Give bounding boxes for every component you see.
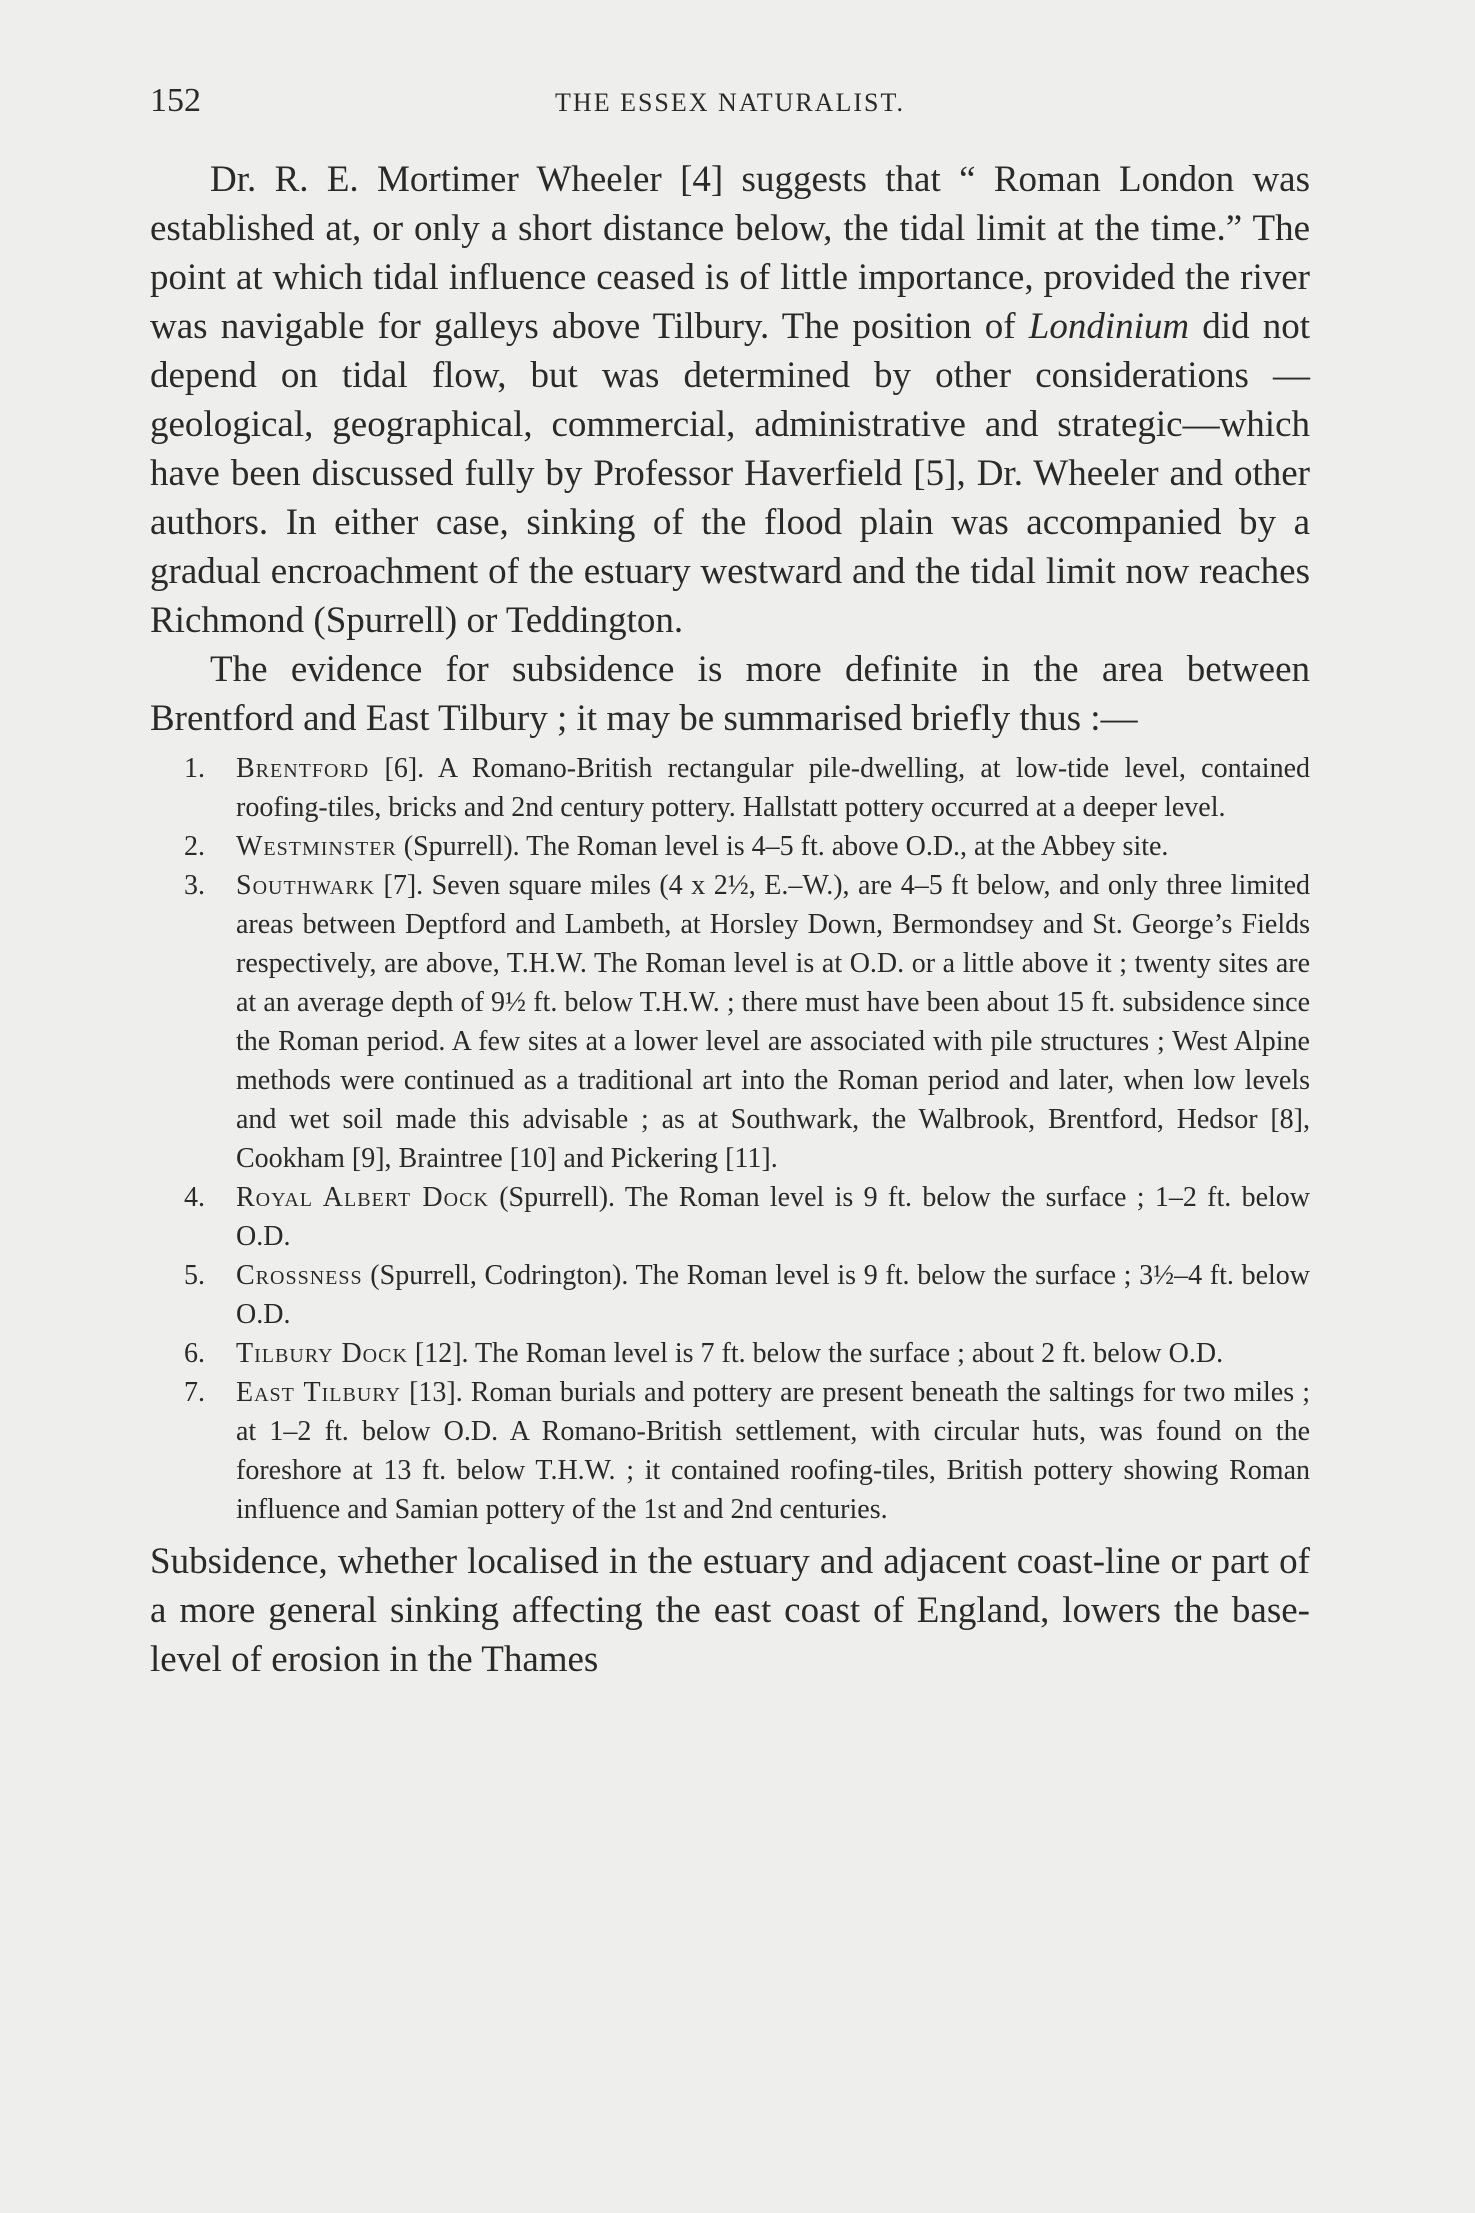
paragraph-text: The evidence for subsidence is more definite in the area between Brentford and East Tilbury ; it may be summarised briefly thus :— bbox=[150, 649, 1310, 739]
site-name: Royal Albert Dock bbox=[236, 1182, 489, 1213]
list-item bbox=[150, 827, 1310, 866]
italic-term: Londinium bbox=[1028, 306, 1190, 347]
running-title: THE ESSEX NATURALIST. bbox=[555, 88, 905, 117]
list-item-number: 1. bbox=[184, 753, 205, 784]
list-item bbox=[150, 749, 1310, 827]
list-item bbox=[150, 1178, 1310, 1256]
list-item-text: [7]. Seven square miles (4 x 2½, E.–W.), are 4–5 ft below, and only three limited areas between Deptford and Lambeth, at Horsley Down, Bermondsey and St. George’s Fields respectively, are above, T.H.W. The Roman level is at O.D. or a little above it ; twenty sites are at an average depth of 9½ ft. below T.H.W. ; there must have been about 15 ft. subsidence since the Roman period. A few sites at a lower level are associated with pile structures ; West Alpine methods were continued as a traditional art into the Roman period and later, when low levels and wet soil made this advisable ; as at Southwark, the Walbrook, Brentford, Hedsor [8], Cookham [9], Braintree [10] and Pickering [11]. bbox=[236, 870, 1310, 1174]
list-item bbox=[150, 866, 1310, 1178]
list-item-number: 4. bbox=[184, 1182, 205, 1213]
list-item-text: (Spurrell, Codrington). The Roman level is 9 ft. below the surface ; 3½–4 ft. below O.D. bbox=[236, 1260, 1310, 1330]
page-header bbox=[150, 82, 1310, 122]
site-name: Crossness bbox=[236, 1260, 363, 1291]
list-item-text: (Spurrell). The Roman level is 9 ft. below the surface ; 1–2 ft. below O.D. bbox=[236, 1182, 1310, 1252]
list-item-number: 7. bbox=[184, 1377, 205, 1408]
list-item-number: 2. bbox=[184, 831, 205, 862]
list-item bbox=[150, 1373, 1310, 1529]
list-item-text: [6]. A Romano-British rectangular pile-dwelling, at low-tide level, contained roofing-tiles, bricks and 2nd century pottery. Hallstatt pottery occurred at a deeper level. bbox=[236, 753, 1310, 823]
list-item-number: 5. bbox=[184, 1260, 205, 1291]
page-body bbox=[150, 155, 1310, 1721]
evidence-list bbox=[150, 749, 1310, 1529]
list-item-text: (Spurrell). The Roman level is 4–5 ft. above O.D., at the Abbey site. bbox=[396, 831, 1169, 862]
body-paragraph bbox=[150, 645, 1310, 743]
list-item bbox=[150, 1256, 1310, 1334]
page-number: 152 bbox=[150, 82, 201, 119]
list-item-text: [13]. Roman burials and pottery are present beneath the saltings for two miles ; at 1–2 ft. below O.D. A Romano-British settlement, with circular huts, was found on the foreshore at 13 ft. below T.H.W. ; it contained roofing-tiles, British pottery showing Roman influence and Samian pottery of the 1st and 2nd centuries. bbox=[236, 1377, 1311, 1525]
site-name: Westminster bbox=[236, 831, 397, 862]
list-item-text: [12]. The Roman level is 7 ft. below the surface ; about 2 ft. below O.D. bbox=[407, 1338, 1224, 1369]
closing-paragraph: Subsidence, whether localised in the estuary and adjacent coast-line or part of a more general sinking affecting the east coast of England, lowers the base-level of erosion in the Thames bbox=[150, 1541, 1310, 1680]
list-item bbox=[150, 1334, 1310, 1373]
paragraph-text: did not depend on tidal flow, but was determined by other considerations —geological, geographical, commercial, administrative and strategic—which have been discussed fully by Professor Haverfield [5], Dr. Wheeler and other authors. In either case, sinking of the flood plain was accompanied by a gradual encroachment of the estuary westward and the tidal limit now reaches Richmond (Spurrell) or Teddington. bbox=[150, 306, 1310, 641]
site-name: Brentford bbox=[236, 753, 370, 784]
paragraphs bbox=[150, 155, 1310, 743]
site-name: Southwark bbox=[236, 870, 376, 901]
body-paragraph bbox=[150, 155, 1310, 645]
list-item-number: 6. bbox=[184, 1338, 205, 1369]
paragraph-text: Dr. R. E. Mortimer Wheeler [4] suggests that “ Roman London was established at, or only a short distance below, the tidal limit at the time.” The point at which tidal influence ceased is of little importance, provided the river was navigable for galleys above Tilbury. The position of bbox=[150, 159, 1310, 347]
list-item-number: 3. bbox=[184, 870, 205, 901]
site-name: Tilbury Dock bbox=[236, 1338, 408, 1369]
site-name: East Tilbury bbox=[236, 1377, 401, 1408]
